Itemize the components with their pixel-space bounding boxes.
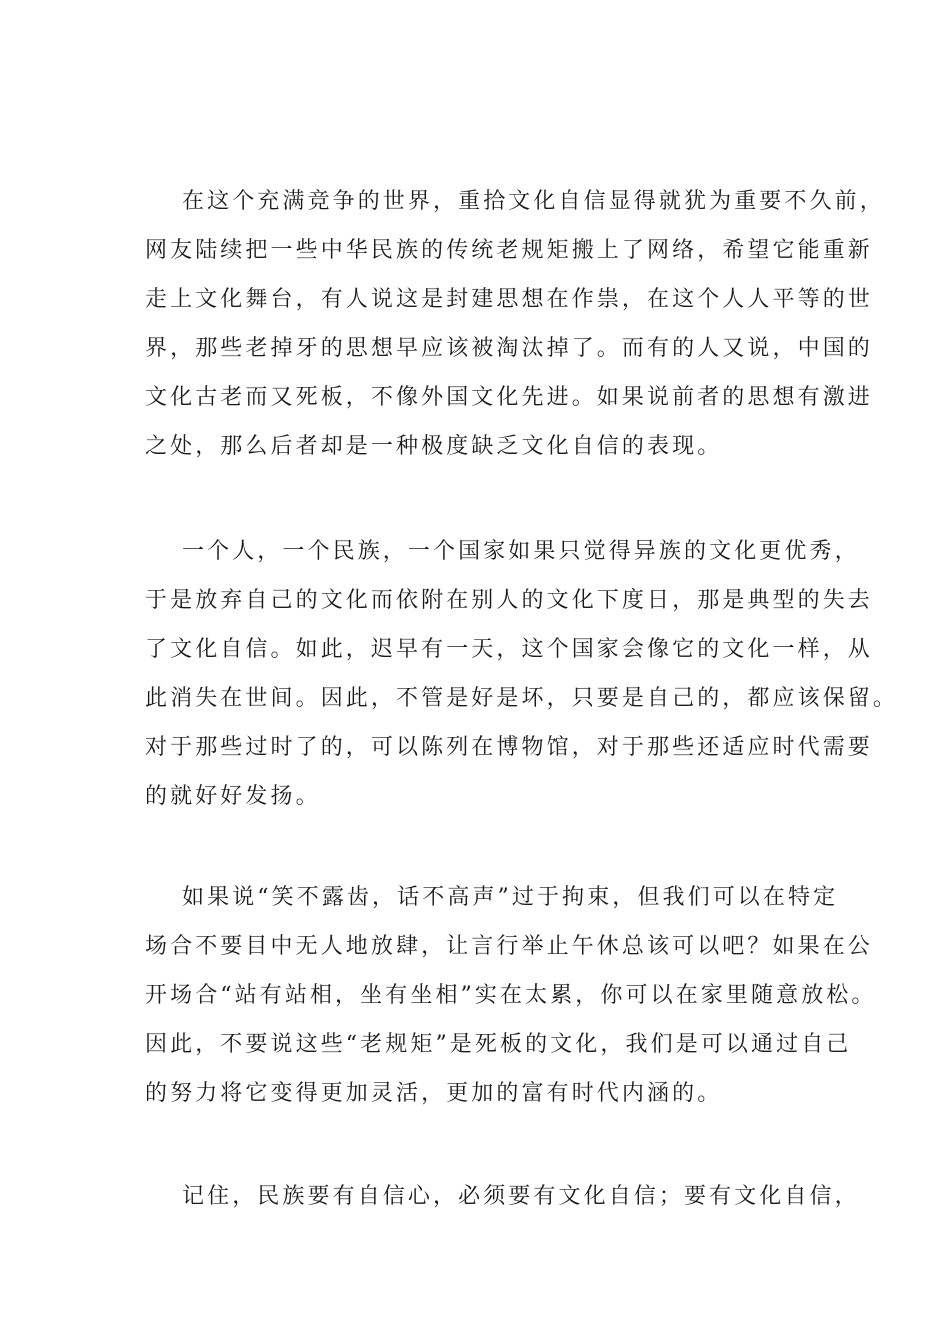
text-line: 界，那些老掉牙的思想早应该被淘汰掉了。而有的人又说，中国的 bbox=[145, 336, 873, 361]
paragraph-2 bbox=[145, 527, 899, 821]
text-line: 之处，那么后者却是一种极度缺乏文化自信的表现。 bbox=[145, 434, 723, 459]
text-line: 一个人，一个民族，一个国家如果只觉得异族的文化更优秀， bbox=[182, 539, 860, 564]
paragraph-3 bbox=[145, 873, 877, 1118]
text-line: 的努力将它变得更加灵活，更加的富有时代内涵的。 bbox=[145, 1081, 723, 1106]
text-line: 开场合“站有站相，坐有坐相”实在太累，你可以在家里随意放松。 bbox=[145, 983, 877, 1008]
text-line: 网友陆续把一些中华民族的传统老规矩搬上了网络，希望它能重新 bbox=[145, 238, 873, 263]
text-line: 文化古老而又死板，不像外国文化先进。如果说前者的思想有激进 bbox=[145, 385, 873, 410]
paragraph-4 bbox=[145, 1172, 860, 1221]
text-line: 对于那些过时了的，可以陈列在博物馆，对于那些还适应时代需要 bbox=[145, 735, 873, 760]
text-line: 此消失在世间。因此，不管是好是坏，只要是自己的，都应该保留。 bbox=[145, 686, 899, 711]
paragraph-1 bbox=[145, 177, 885, 471]
text-line: 了文化自信。如此，迟早有一天，这个国家会像它的文化一样，从 bbox=[145, 637, 873, 662]
text-line: 如果说“笑不露齿，话不高声”过于拘束，但我们可以在特定 bbox=[182, 885, 839, 910]
text-line: 于是放弃自己的文化而依附在别人的文化下度日，那是典型的失去 bbox=[145, 588, 873, 613]
text-line: 因此，不要说这些“老规矩”是死板的文化，我们是可以通过自己 bbox=[145, 1032, 852, 1057]
text-line: 场合不要目中无人地放肆，让言行举止午休总该可以吧？如果在公 bbox=[145, 934, 873, 959]
text-line: 的就好好发扬。 bbox=[145, 784, 321, 809]
text-line: 在这个充满竞争的世界，重拾文化自信显得就犹为重要不久前， bbox=[182, 189, 885, 214]
text-line: 走上文化舞台，有人说这是封建思想在作祟，在这个人人平等的世 bbox=[145, 287, 873, 312]
text-line: 记住，民族要有自信心，必须要有文化自信；要有文化自信， bbox=[182, 1184, 860, 1209]
